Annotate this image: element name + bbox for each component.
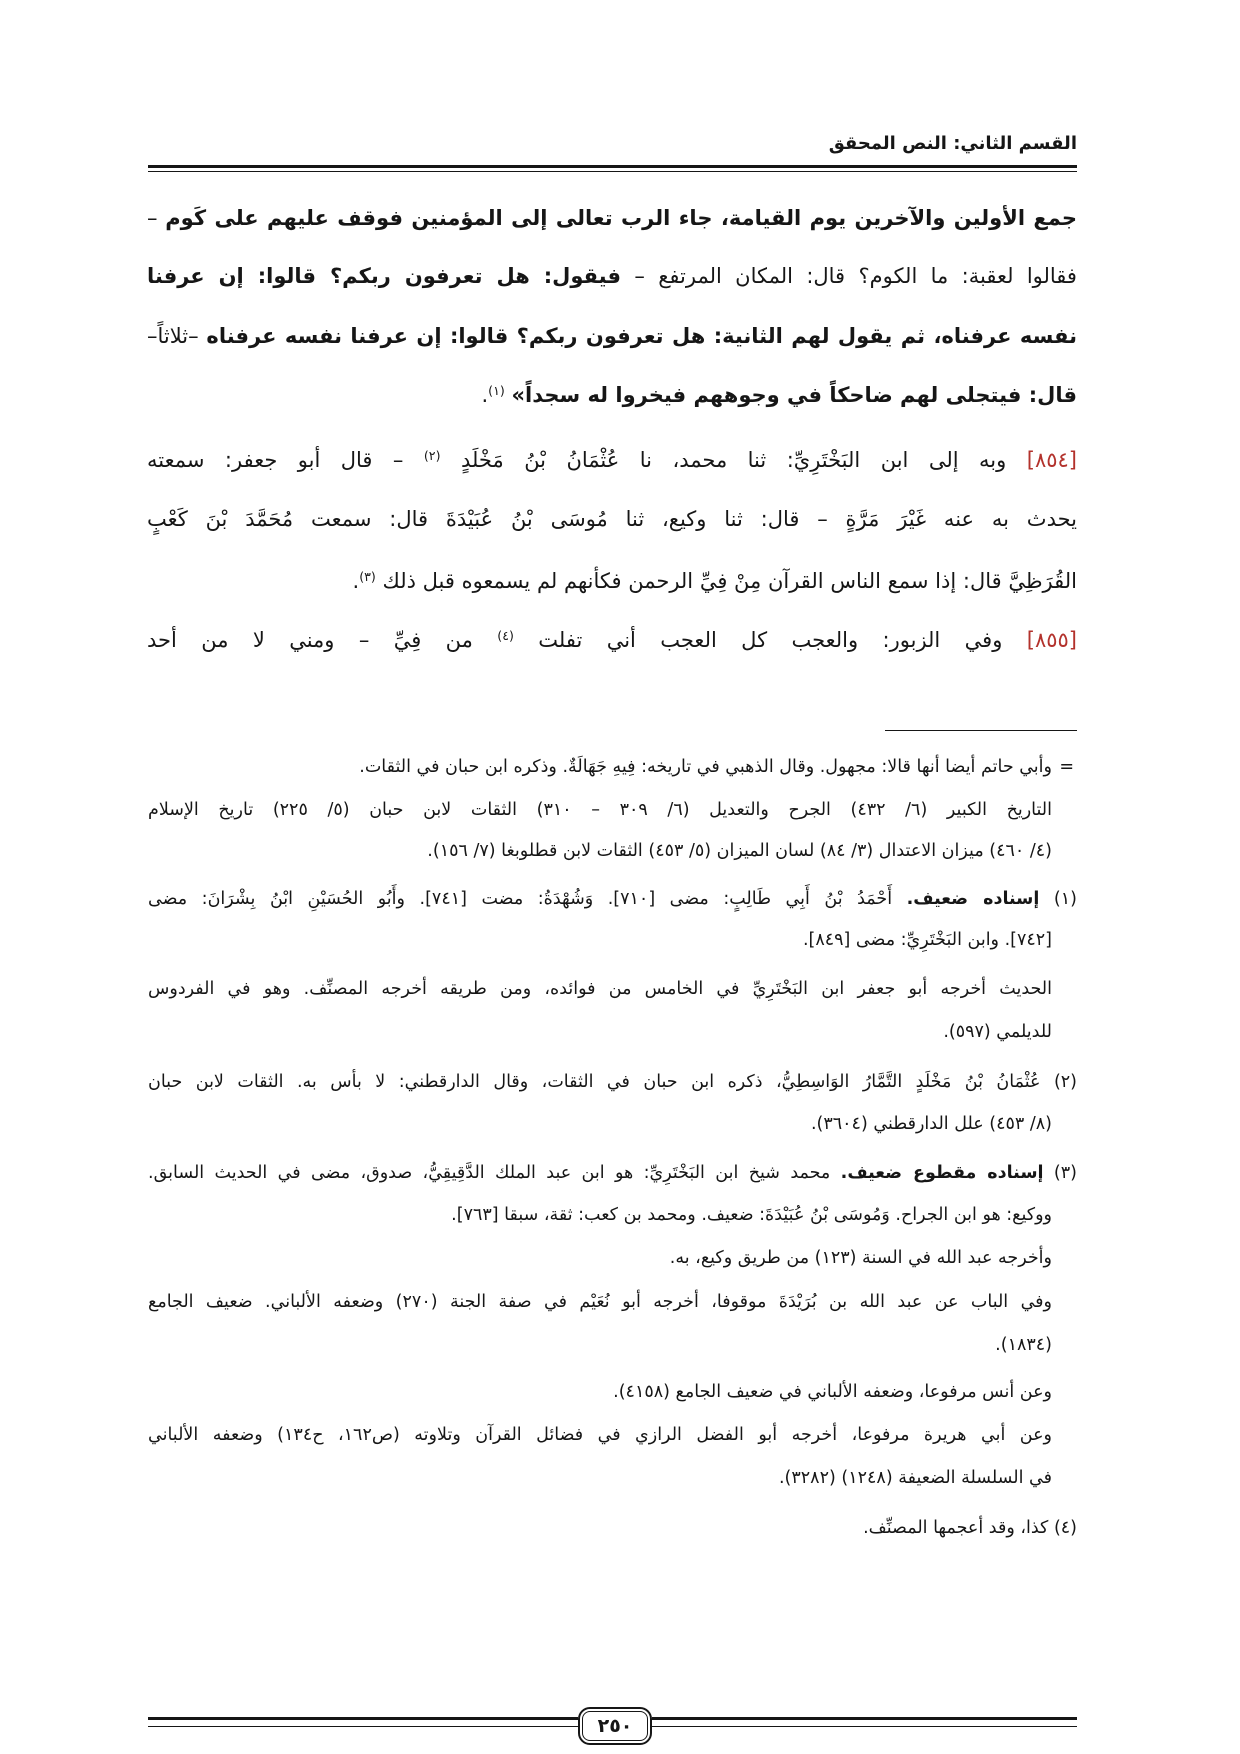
footnote-3-line [148, 1415, 1052, 1455]
footnote-text: وفي الباب عن عبد الله بن بُرَيْدَةَ موقوفا، أخرجه أبو نُعَيْم في صفة الجنة (٢٧٠) وضعفه الألباني. ضعيف الجامع [148, 1292, 1052, 1312]
narration-text: وفي الزبور: والعجب كل العجب أني تفلت [538, 628, 1003, 652]
footnote-verdict: إسناده مقطوع ضعيف. [840, 1163, 1044, 1183]
footnote-text: للديلمي (٥٩٧). [943, 1022, 1052, 1042]
main-text-line [147, 367, 1077, 426]
footnote-text: الحديث أخرجه أبو جعفر ابن البَخْتَرِيِّ في الخامس من فوائده، ومن طريقه أخرجه المصنِّف. وهو في الفردوس [148, 979, 1052, 999]
footnote-continuation-line [148, 790, 1052, 830]
punctuation: . [481, 383, 489, 407]
narration-text: يحدث به عنه غَيْرَ مَرَّةٍ – قال: ثنا وكيع، ثنا مُوسَى بْنُ عُبَيْدَةَ قال: سمعت مُحَمَّدَ بْنَ كَعْبٍ [147, 507, 1077, 531]
footnote-1-line [148, 969, 1052, 1009]
header-rule-thin [148, 171, 1077, 172]
footnote-text: وأبي حاتم أيضا أنها قالا: مجهول. وقال الذهبي في تاريخه: فِيهِ جَهَالَةٌ. وذكره ابن حبان في الثقات. [359, 757, 1052, 777]
footer-rule-left-thin [148, 1726, 578, 1727]
footnote-3-line [148, 1325, 1052, 1365]
main-text-line [147, 491, 1077, 547]
footnote-text: (٤/ ٤٦٠) ميزان الاعتدال (٣/ ٨٤) لسان الميزان (٥/ ٤٥٣) الثقات لابن قطلوبغا (٧/ ١٥٦). [427, 841, 1052, 861]
hadith-text: فيقول: هل تعرفون ربكم؟ قالوا: إن عرفنا [147, 264, 621, 288]
footnote-number: (١) [1053, 889, 1077, 909]
footnote-number: (٣) [1053, 1163, 1077, 1183]
footnote-ref: (٣) [359, 569, 376, 585]
footnote-2-line [148, 1104, 1052, 1144]
hadith-text: جمع الأولين والآخرين يوم القيامة، جاء الرب تعالى إلى المؤمنين فوقف عليهم على كَوم [165, 206, 1077, 230]
page-number: ٢٥٠ [582, 1711, 648, 1741]
footnote-text: وأخرجه عبد الله في السنة (١٢٣) من طريق وكيع، به. [669, 1248, 1052, 1268]
footnote-text: [٧٤٢]. وابن البَخْتَرِيِّ: مضى [٨٤٩]. [802, 930, 1052, 950]
footnote-text: ووكيع: هو ابن الجراح. وَمُوسَى بْنُ عُبَيْدَةَ: ضعيف. ومحمد بن كعب: ثقة، سبقا [٧٦٣]. [451, 1205, 1052, 1225]
footnote-text: وعن أبي هريرة مرفوعا، أخرجه أبو الفضل الرازي في فضائل القرآن وتلاوته (ص١٦٢، ح١٣٤) وضعفه الألباني [148, 1425, 1052, 1445]
footnote-continuation-line [148, 747, 1074, 787]
main-text-line [147, 612, 1077, 671]
footnote-separator [885, 730, 1077, 731]
continuation-marker: = [1059, 757, 1074, 777]
footnote-text: (١٨٣٤). [995, 1335, 1052, 1355]
footnote-text: محمد شيخ ابن البَخْتَرِيِّ: هو ابن عبد الملك الدَّقِيقِيُّ، صدوق، مضى في الحديث السابق. [148, 1163, 831, 1183]
running-header-title: القسم الثاني: النص المحقق [828, 133, 1077, 154]
footnote-verdict: إسناده ضعيف. [906, 889, 1040, 909]
main-text-line [147, 190, 1077, 246]
hadith-number: [٨٥٤] [1026, 448, 1077, 472]
footnote-2-line [148, 1062, 1077, 1102]
narration-text: وبه إلى ابن البَخْتَرِيِّ: ثنا محمد، نا عُثْمَانُ بْنُ مَخْلَدٍ [460, 448, 1007, 472]
footnote-text: التاريخ الكبير (٦/ ٤٣٢) الجرح والتعديل (٦/ ٣٠٩ – ٣١٠) الثقات لابن حبان (٥/ ٢٢٥) تاريخ الإسلام [148, 800, 1052, 820]
footnote-number: (٢) [1053, 1072, 1077, 1092]
footnote-4-line [148, 1508, 1077, 1548]
narration-text: –ثلاثاً– [147, 324, 199, 348]
footnote-3-line [148, 1458, 1052, 1498]
hadith-text: قال: فيتجلى لهم ضاحكاً في وجوههم فيخروا له سجداً» [511, 383, 1077, 407]
narration-text: – قال أبو جعفر: سمعته [147, 448, 404, 472]
hadith-text: نفسه عرفناه، ثم يقول لهم الثانية: هل تعرفون ربكم؟ قالوا: إن عرفنا نفسه عرفناه [206, 324, 1077, 348]
footnote-1-line [148, 920, 1052, 960]
punctuation: . [352, 569, 360, 593]
footnote-text: كذا، وقد أعجمها المصنِّف. [863, 1518, 1049, 1538]
narration-text: من فِيِّ – ومني لا من أحد [147, 628, 473, 652]
footnote-ref: (١) [488, 383, 505, 399]
footnote-1-line [148, 879, 1077, 919]
footnote-ref: (٤) [497, 628, 514, 644]
footer-rule-right-thin [652, 1726, 1077, 1727]
footnote-text: في السلسلة الضعيفة (١٢٤٨) (٣٢٨٢). [778, 1468, 1052, 1488]
narration-text: – [147, 206, 158, 230]
main-text-line [147, 248, 1077, 304]
footnote-3-line [148, 1282, 1052, 1322]
footnote-text: عُثْمَانُ بْنُ مَخْلَدٍ التَّمَّارُ الوَاسِطِيُّ، ذكره ابن حبان في الثقات، وقال الدارقطني: لا بأس به. الثقات لابن حبان [148, 1072, 1041, 1092]
footer-rule-right [652, 1717, 1077, 1720]
footnote-3-line [148, 1238, 1052, 1278]
page-number-frame [578, 1707, 652, 1745]
footnote-text: وعن أنس مرفوعا، وضعفه الألباني في ضعيف الجامع (٤١٥٨). [613, 1382, 1052, 1402]
hadith-number: [٨٥٥] [1026, 628, 1077, 652]
main-text-line [147, 553, 1077, 612]
footnote-3-line [148, 1153, 1077, 1193]
footnote-ref: (٢) [423, 448, 441, 464]
narration-text: فقالوا لعقبة: ما الكوم؟ قال: المكان المرتفع – [634, 264, 1077, 288]
footnote-number: (٤) [1053, 1518, 1077, 1538]
main-text-line [147, 308, 1077, 364]
header-rule-thick [148, 165, 1077, 168]
footnote-text: (٨/ ٤٥٣) علل الدارقطني (٣٦٠٤). [810, 1114, 1052, 1134]
footnote-text: أَحْمَدُ بْنُ أَبِي طَالِبٍ: مضى [٧١٠]. وَشُهْدَةُ: مضت [٧٤١]. وأَبُو الحُسَيْنِ ابْنُ بِشْرَانَ: مضى [148, 889, 893, 909]
main-text-line [147, 432, 1077, 491]
footnote-3-line [148, 1195, 1052, 1235]
footnote-3-line [148, 1372, 1052, 1412]
footer-rule-left [148, 1717, 578, 1720]
narration-text: القُرَظِيَّ قال: إذا سمع الناس القرآن مِنْ فِيِّ الرحمن فكأنهم لم يسمعوه قبل ذلك [382, 569, 1077, 593]
footnote-continuation-line [148, 831, 1052, 871]
footnote-1-line [148, 1012, 1052, 1052]
